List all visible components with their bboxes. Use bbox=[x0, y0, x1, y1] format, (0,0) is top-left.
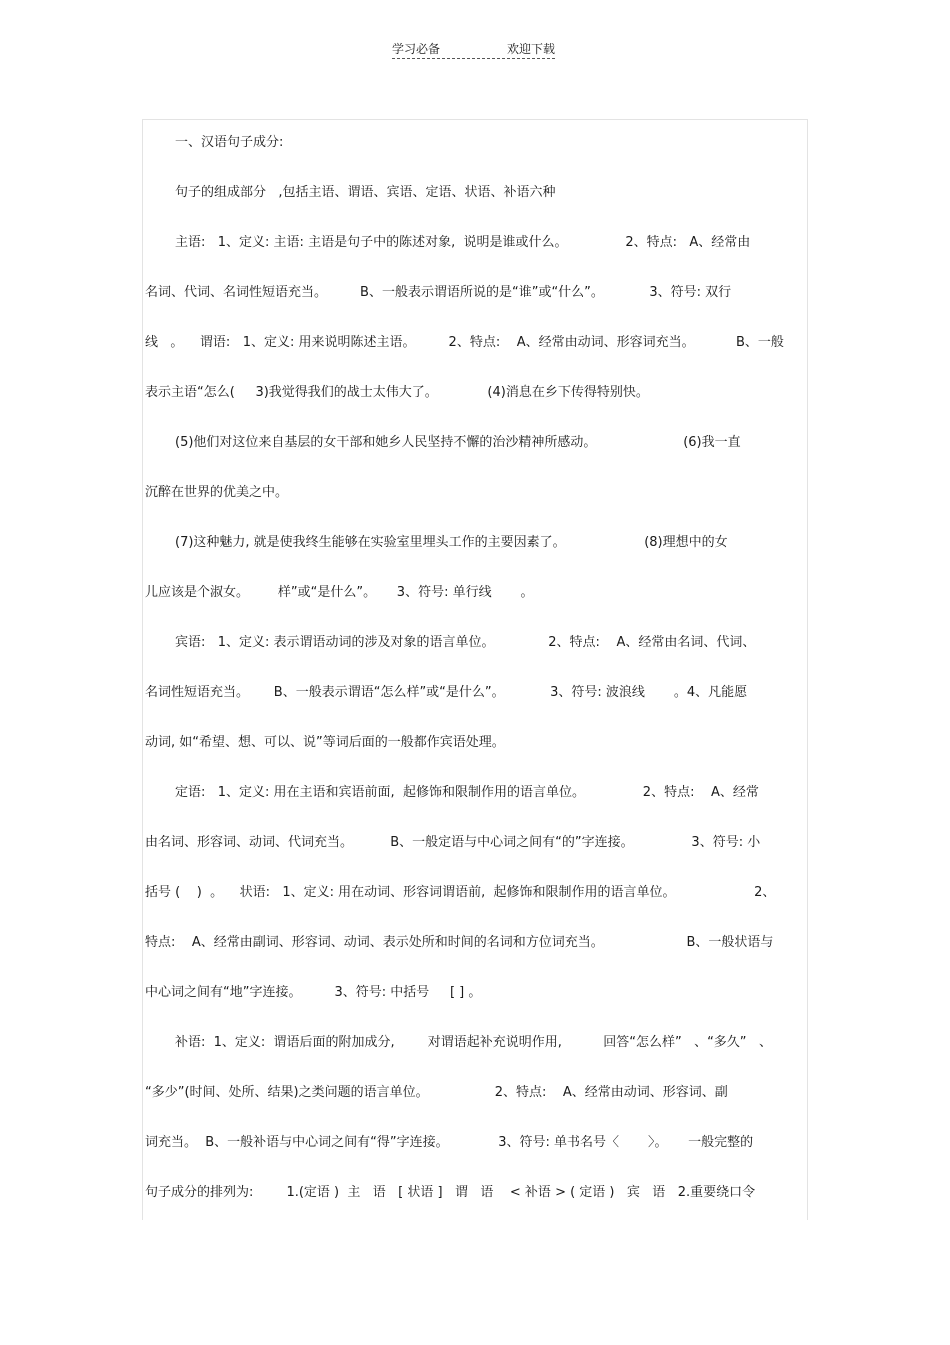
text-line: 括号 ( ) 。 状语: 1、定义: 用在动词、形容词谓语前, 起修饰和限制作用的语言单位。 2、 bbox=[145, 885, 776, 900]
text-line: 补语: 1、定义: 谓语后面的附加成分, 对谓语起补充说明作用, 回答“怎么样” 、“多久” 、 bbox=[175, 1035, 772, 1050]
text-line: 沉醉在世界的优美之中。 bbox=[145, 485, 289, 500]
text-line: 宾语: 1、定义: 表示谓语动词的涉及对象的语言单位。 2、特点: A、经常由名词、代词、 bbox=[175, 635, 756, 650]
text-line: 儿应该是个淑女。 样”或“是什么”。 3、符号: 单行线 。 bbox=[145, 585, 534, 600]
text-line: 中心词之间有“地”字连接。 3、符号: 中括号 [ ] 。 bbox=[145, 985, 482, 1000]
text-line: (7)这种魅力, 就是使我终生能够在实验室里埋头工作的主要因素了。 (8)理想中的女 bbox=[175, 535, 728, 550]
text-line: 名词性短语充当。 B、一般表示谓语“怎么样”或“是什么”。 3、符号: 波浪线 。4、凡能愿 bbox=[145, 685, 748, 700]
text-line: 动词, 如“希望、想、可以、说”等词后面的一般都作宾语处理。 bbox=[145, 735, 505, 750]
text-line: 表示主语“怎么( 3)我觉得我们的战士太伟大了。 (4)消息在乡下传得特别快。 bbox=[145, 385, 649, 400]
text-line: 定语: 1、定义: 用在主语和宾语前面, 起修饰和限制作用的语言单位。 2、特点: A、经常 bbox=[175, 785, 759, 800]
text-line: 词充当。 B、一般补语与中心词之间有“得”字连接。 3、符号: 单书名号〈 〉。 一般完整的 bbox=[145, 1135, 754, 1150]
text-line: 特点: A、经常由副词、形容词、动词、表示处所和时间的名词和方位词充当。 B、一般状语与 bbox=[145, 935, 774, 950]
header-left-text: 学习必备 bbox=[392, 42, 441, 56]
page-header bbox=[392, 40, 555, 59]
text-line: 名词、代词、名词性短语充当。 B、一般表示谓语所说的是“谁”或“什么”。 3、符号: 双行 bbox=[145, 285, 732, 300]
text-line: 句子的组成部分 ,包括主语、谓语、宾语、定语、状语、补语六种 bbox=[175, 185, 556, 200]
section-heading: 一、汉语句子成分: bbox=[175, 135, 284, 150]
text-line: 主语: 1、定义: 主语: 主语是句子中的陈述对象, 说明是谁或什么。 2、特点: A、经常由 bbox=[175, 235, 751, 250]
text-line: 由名词、形容词、动词、代词充当。 B、一般定语与中心词之间有“的”字连接。 3、符号: 小 bbox=[145, 835, 761, 850]
header-right-text: 欢迎下载 bbox=[506, 42, 555, 56]
text-line: 句子成分的排列为: 1.(定语 ) 主 语 [ 状语 ] 谓 语 < 补语 > ( 定语 ) 宾 语 2.重要绕口令 bbox=[145, 1185, 756, 1200]
text-line: (5)他们对这位来自基层的女干部和她乡人民坚持不懈的治沙精神所感动。 (6)我一直 bbox=[175, 435, 741, 450]
text-line: “多少”(时间、处所、结果)之类问题的语言单位。 2、特点: A、经常由动词、形容词、副 bbox=[145, 1085, 728, 1100]
text-line: 线 。 谓语: 1、定义: 用来说明陈述主语。 2、特点: A、经常由动词、形容词充当。 B、一般 bbox=[145, 335, 784, 350]
